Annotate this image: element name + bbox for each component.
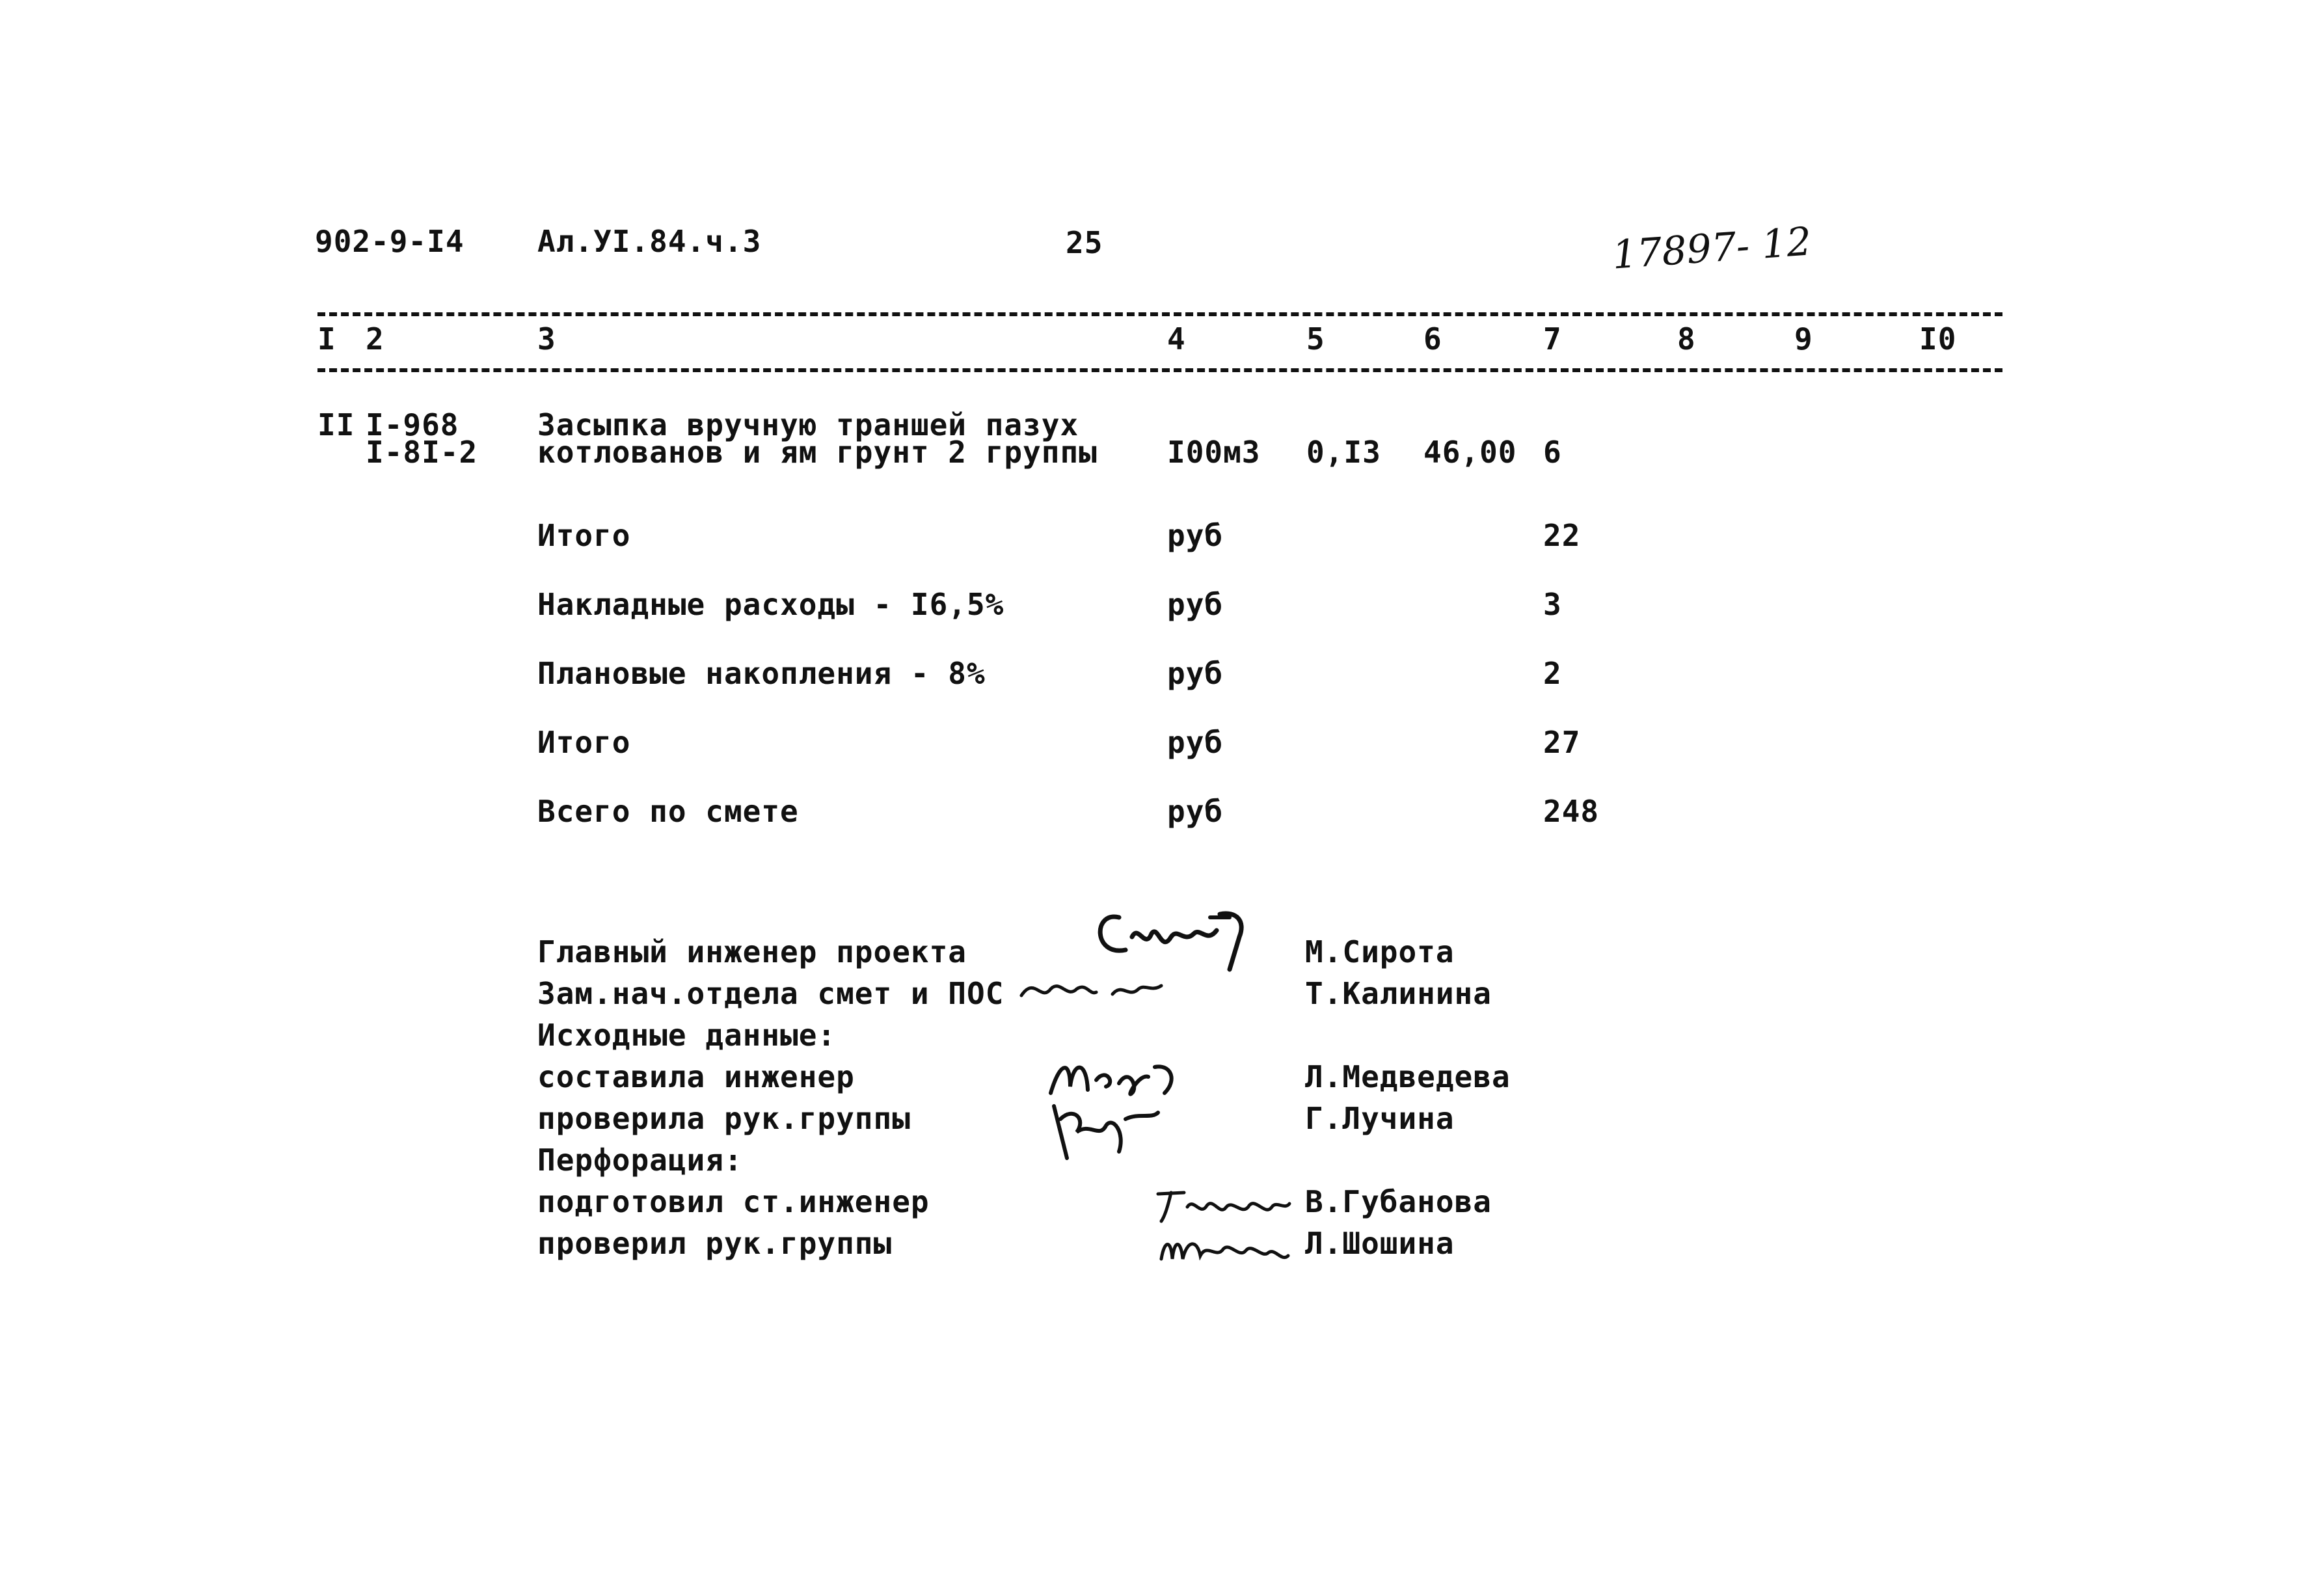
col-header-5: 5 xyxy=(1306,321,1325,357)
overhead-unit: руб xyxy=(1167,587,1224,622)
planned-savings-label: Плановые накопления - 8% xyxy=(537,656,986,691)
overhead-label: Накладные расходы - I6,5% xyxy=(537,587,1004,622)
grand-total-unit: руб xyxy=(1167,794,1224,829)
grand-total-label: Всего по смете xyxy=(537,794,799,829)
grand-total-value: 248 xyxy=(1543,794,1600,829)
subtotal-value: 27 xyxy=(1543,725,1581,760)
role-compiled-by: составила инженер xyxy=(537,1059,855,1094)
col-header-3: 3 xyxy=(537,321,556,357)
role-deputy-head: Зам.нач.отдела смет и ПОС xyxy=(537,976,1004,1011)
signature-gubanova xyxy=(1152,1181,1295,1226)
role-verified-by: проверил рук.группы xyxy=(537,1226,893,1261)
name-luchina: Г.Лучина xyxy=(1305,1101,1455,1136)
subtotal-label: Итого xyxy=(537,725,631,760)
name-shoshina: Л.Шошина xyxy=(1305,1226,1455,1261)
page-number: 25 xyxy=(1066,225,1103,260)
item-total: 6 xyxy=(1543,435,1562,470)
item-description-line-2: котлованов и ям грунт 2 группы xyxy=(537,435,1098,470)
signature-shoshina xyxy=(1152,1223,1295,1272)
col-header-4: 4 xyxy=(1167,321,1186,357)
total-unit: руб xyxy=(1167,518,1224,553)
name-gubanova: В.Губанова xyxy=(1305,1184,1492,1219)
section-perforation: Перфорация: xyxy=(537,1143,743,1178)
role-checked-by: проверила рук.группы xyxy=(537,1101,911,1136)
role-chief-engineer: Главный инженер проекта xyxy=(537,934,967,969)
item-code-2: I-8I-2 xyxy=(366,435,478,470)
col-header-10: I0 xyxy=(1919,321,1957,357)
planned-savings-value: 2 xyxy=(1543,656,1562,691)
name-sirota: М.Сирота xyxy=(1305,934,1455,969)
col-header-8: 8 xyxy=(1677,321,1696,357)
signature-kalinina xyxy=(1015,969,1171,1008)
planned-savings-unit: руб xyxy=(1167,656,1224,691)
item-number: II xyxy=(317,407,355,442)
header-rule-bottom xyxy=(317,368,2002,372)
album-reference: Ал.УI.84.ч.3 xyxy=(537,224,762,259)
item-quantity: 0,I3 xyxy=(1306,435,1381,470)
item-code-1: I-968 xyxy=(366,407,459,442)
role-prepared-by: подготовил ст.инженер xyxy=(537,1184,930,1219)
item-price: 46,00 xyxy=(1423,435,1517,470)
item-unit: I00м3 xyxy=(1167,435,1261,470)
signature-luchina xyxy=(1041,1093,1171,1165)
handwritten-sheet-number: 17897- 12 xyxy=(1610,219,1813,278)
overhead-value: 3 xyxy=(1543,587,1562,622)
col-header-2: 2 xyxy=(366,321,384,357)
col-header-6: 6 xyxy=(1423,321,1442,357)
section-source-data: Исходные данные: xyxy=(537,1018,837,1053)
total-value: 22 xyxy=(1543,518,1581,553)
col-header-9: 9 xyxy=(1794,321,1813,357)
col-header-1: I xyxy=(317,321,336,357)
document-code: 902-9-I4 xyxy=(315,224,465,259)
header-rule-top xyxy=(317,312,2002,316)
name-medvedeva: Л.Медведева xyxy=(1305,1059,1511,1094)
total-label: Итого xyxy=(537,518,631,553)
name-kalinina: Т.Калинина xyxy=(1305,976,1492,1011)
subtotal-unit: руб xyxy=(1167,725,1224,760)
item-description-line-1: Засыпка вручную траншей пазух xyxy=(537,407,1079,442)
col-header-7: 7 xyxy=(1543,321,1562,357)
